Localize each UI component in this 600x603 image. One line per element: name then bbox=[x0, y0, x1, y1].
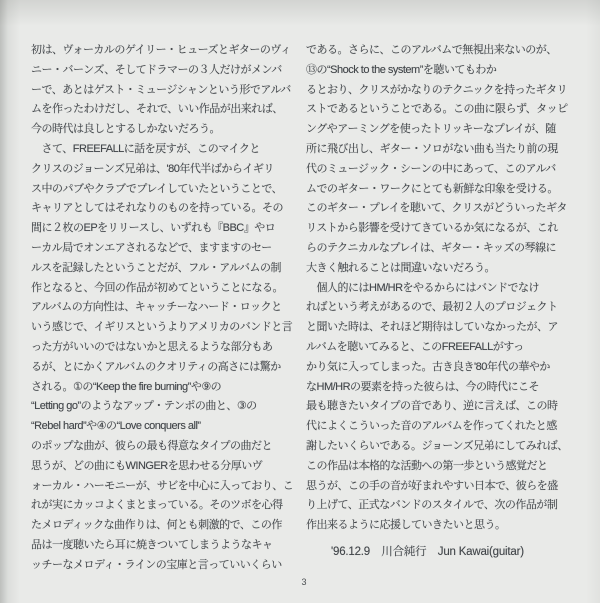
text-line: ッチーなメロディ・ラインの宝庫と言っていいくらい bbox=[31, 558, 282, 571]
text-line: リストから影響を受けてきているか気になるが、これ bbox=[306, 222, 558, 235]
text-line: “Letting go”のようなアップ・テンポの曲と、③の bbox=[31, 400, 257, 413]
text-line: 作出来るように応援していきたいと思う。 bbox=[306, 519, 506, 532]
text-line: 個人的にはHM/HRをやるからにはバンドでなけ bbox=[306, 281, 540, 294]
text-line: なHM/HRの要素を持った彼らは、今の時代にこそ bbox=[306, 380, 540, 393]
text-line: 今の時代は良しとするしかないだろう。 bbox=[31, 123, 220, 136]
text-line: 代のミュージック・シーンの中にあって、このアルバ bbox=[306, 162, 556, 175]
text-line: れが実にカッコよくまとまっている。そのツボを心得 bbox=[31, 499, 283, 512]
text-line: 代によくこういった音のアルバムを作ってくれたと感 bbox=[306, 420, 557, 433]
text-line: ストであるということである。この曲に限らず、タッピ bbox=[306, 103, 568, 116]
text-line: るが、とにかくアルバムのクオリティの高さには驚か bbox=[31, 360, 281, 373]
text-line: 謝したいくらいである。ジョーンズ兄弟にしてみれば、 bbox=[306, 439, 568, 452]
text-line: のポップな曲が、彼らの最も得意なタイプの曲だと bbox=[31, 439, 272, 452]
text-line: った方がいいのではないかと思えるような部分もあ bbox=[31, 340, 273, 353]
text-line: ルバムを聴いてみると、このFREEFALLがすっ bbox=[306, 340, 524, 353]
text-line: である。さらに、このアルバムで無視出来ないのが、 bbox=[306, 44, 557, 56]
left-text-column bbox=[31, 41, 297, 576]
text-line: 思うが、この手の音が好まれやすい日本で、彼らを盛 bbox=[306, 479, 558, 492]
text-line: クリスのジョーンズ兄弟は、'80年代半ばからイギリ bbox=[31, 162, 274, 175]
text-line: ればという考えがあるので、最初２人のプロジェクト bbox=[306, 301, 558, 314]
text-line: “Rebel hard”や④の“Love conquers all” bbox=[31, 420, 201, 433]
text-line: さて、FREEFALLに話を戻すが、このマイクと bbox=[31, 142, 260, 155]
text-line: かり気に入ってしまった。古き良き'80年代の華やか bbox=[306, 360, 550, 373]
text-line: らのテクニカルなプレイは、ギター・キッズの琴線に bbox=[306, 241, 557, 254]
text-line: ムを作ったわけだし、それで、いい作品が出来れば、 bbox=[31, 103, 283, 116]
right-text-column bbox=[306, 41, 574, 536]
text-line: と聞いた時は、それほど期待はしていなかったが、ア bbox=[306, 321, 558, 334]
text-line: ニー・バーンズ、そしてドラマーの３人だけがメンバ bbox=[31, 63, 282, 76]
page-number: 3 bbox=[301, 577, 307, 587]
text-line: ーカル局でオンエアされるなどで、ますますのセー bbox=[31, 241, 272, 254]
text-line: ングやアーミングを使ったトリッキーなプレイが、随 bbox=[306, 123, 556, 136]
text-line: るとおり、クリスがかなりのテクニックを持ったギタリ bbox=[306, 83, 568, 96]
text-line: 最も聴きたいタイプの音であり、逆に言えば、この時 bbox=[306, 400, 558, 413]
text-line: 大きく触れることは間違いないだろう。 bbox=[306, 261, 495, 274]
text-line: ス中のパブやクラブでプレイしていたということで、 bbox=[31, 182, 283, 195]
text-line: り上げて、正式なバンドのスタイルで、次の作品が制 bbox=[306, 499, 558, 512]
text-line: ⑬の“Shock to the system”を聴いてもわか bbox=[306, 63, 497, 76]
text-line: 作となると、今回の作品が初めてということになる。 bbox=[31, 281, 283, 294]
text-line: アルバムの方向性は、キャッチーなハード・ロックと bbox=[31, 301, 282, 314]
text-line: キャリアとしてはそれなりのものを持っている。その bbox=[31, 202, 283, 215]
text-line: 初は、ヴォーカルのゲイリー・ヒューズとギターのヴィ bbox=[31, 44, 291, 56]
author-signature: '96.12.9 川合純行 Jun Kawai(guitar) bbox=[331, 546, 524, 558]
text-line: この作品は本格的な活動への第一歩という感覚だと bbox=[306, 459, 548, 472]
text-line: ォーカル・ハーモニーが、サビを中心に入っており、こ bbox=[31, 479, 294, 492]
text-line: たメロディックな曲作りは、何とも刺激的で、この作 bbox=[31, 519, 282, 532]
text-line: いう感じで、イギリスというよりアメリカのバンドと言 bbox=[31, 321, 293, 334]
text-line: 間に２枚のEPをリリースし、いずれも『BBC』やロ bbox=[31, 222, 276, 235]
text-line: される。①の“Keep the fire burning”や⑨の bbox=[31, 380, 222, 393]
text-line: ーで、あとはゲスト・ミュージシャンという形でアルバ bbox=[31, 83, 291, 96]
text-line: ルスを記録したということだが、フル・アルバムの制 bbox=[31, 261, 282, 274]
text-line: 品は一度聴いたら耳に焼きついてしまうようなキャ bbox=[31, 538, 273, 551]
text-line: ムでのギター・ワークにとても新鮮な印象を受ける。 bbox=[306, 182, 558, 195]
text-line: 所に飛び出し、ギター・ソロがない曲も当たり前の現 bbox=[306, 142, 558, 155]
text-line: 思うが、どの曲にもWINGERを思わせる分厚いヴ bbox=[31, 459, 263, 472]
text-line: このギター・プレイを聴いて、クリスがどういったギタ bbox=[306, 202, 567, 215]
